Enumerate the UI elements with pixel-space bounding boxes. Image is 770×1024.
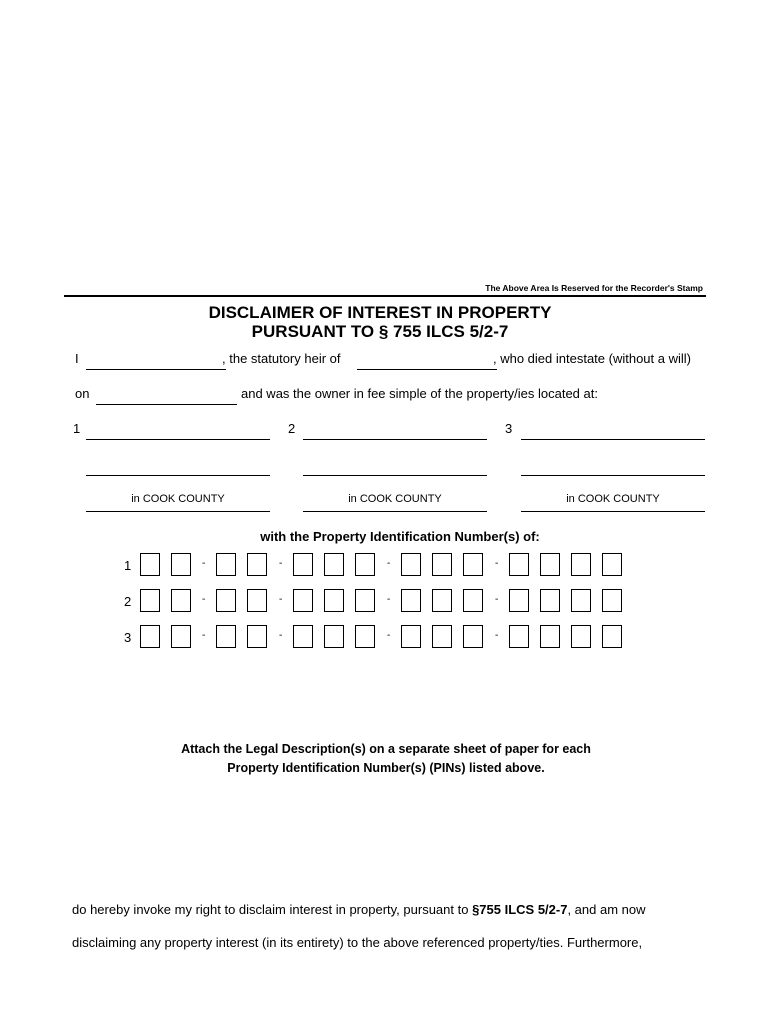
attach-instruction-line-1: Attach the Legal Description(s) on a separate sheet of paper for each (181, 742, 591, 756)
pin-digit-box[interactable] (602, 589, 622, 612)
pin-digit-box[interactable] (571, 553, 591, 576)
pin-digit-box[interactable] (432, 589, 452, 612)
property-2-county-line (303, 511, 487, 512)
pin-digit-box[interactable] (432, 625, 452, 648)
pin-digit-box[interactable] (293, 589, 313, 612)
owner-text: and was the owner in fee simple of the property/ies located at: (241, 386, 598, 401)
pin-digit-box[interactable] (540, 589, 560, 612)
pin-digit-box[interactable] (432, 553, 452, 576)
pin-digit-box[interactable] (171, 625, 191, 648)
statute-reference: §755 ILCS 5/2-7 (472, 902, 568, 917)
declarant-name-field[interactable] (86, 369, 226, 370)
document-title: DISCLAIMER OF INTEREST IN PROPERTY (208, 303, 552, 322)
pin-digit-box[interactable] (401, 553, 421, 576)
body-text-before-statute: do hereby invoke my right to disclaim interest in property, pursuant to (72, 902, 473, 917)
pin-digit-box[interactable] (463, 553, 483, 576)
pin-digit-box[interactable] (247, 553, 267, 576)
pin-digit-box[interactable] (463, 625, 483, 648)
pin-separator: - (202, 594, 206, 605)
pin-digit-box[interactable] (293, 625, 313, 648)
pin-separator: - (495, 594, 499, 605)
pin-digit-box[interactable] (355, 625, 375, 648)
property-2-address-line-1[interactable] (303, 439, 487, 440)
pin-digit-box[interactable] (324, 625, 344, 648)
property-number-2: 2 (288, 421, 296, 436)
pin-digit-box[interactable] (140, 625, 160, 648)
pin-separator: - (279, 630, 283, 641)
property-3-address-line-1[interactable] (521, 439, 705, 440)
pin-separator: - (202, 558, 206, 569)
heir-text: , the statutory heir of (222, 351, 341, 366)
pin-separator: - (387, 630, 391, 641)
pin-digit-box[interactable] (602, 553, 622, 576)
pin-row-number: 1 (124, 558, 132, 573)
pin-digit-box[interactable] (509, 553, 529, 576)
pin-digit-box[interactable] (355, 553, 375, 576)
pin-digit-box[interactable] (571, 625, 591, 648)
pin-separator: - (202, 630, 206, 641)
property-2-address-line-2[interactable] (303, 475, 487, 476)
pin-digit-box[interactable] (540, 553, 560, 576)
date-of-death-field[interactable] (96, 404, 237, 405)
pin-row-number: 2 (124, 594, 132, 609)
property-3-county-line (521, 511, 705, 512)
pin-digit-box[interactable] (140, 589, 160, 612)
pin-digit-box[interactable] (140, 553, 160, 576)
pin-digit-box[interactable] (324, 589, 344, 612)
pin-digit-box[interactable] (509, 625, 529, 648)
pin-digit-box[interactable] (540, 625, 560, 648)
property-1-county-line (86, 511, 270, 512)
pin-digit-box[interactable] (463, 589, 483, 612)
property-3-county: in COOK COUNTY (566, 493, 660, 505)
property-1-county: in COOK COUNTY (131, 493, 225, 505)
pin-digit-box[interactable] (571, 589, 591, 612)
pin-digit-box[interactable] (324, 553, 344, 576)
pin-separator: - (279, 594, 283, 605)
pin-digit-box[interactable] (216, 553, 236, 576)
body-text-after-statute: , and am now (567, 902, 646, 917)
property-3-address-line-2[interactable] (521, 475, 705, 476)
decedent-name-field[interactable] (357, 369, 497, 370)
body-paragraph-line-1 (72, 902, 646, 917)
pin-separator: - (279, 558, 283, 569)
pin-digit-box[interactable] (171, 553, 191, 576)
pin-row-number: 3 (124, 630, 132, 645)
header-divider (64, 295, 706, 297)
pin-digit-box[interactable] (247, 625, 267, 648)
died-intestate-text: , who died intestate (without a will) (493, 351, 691, 366)
pin-digit-box[interactable] (216, 589, 236, 612)
on-label: on (75, 386, 90, 401)
pin-separator: - (495, 558, 499, 569)
pin-digit-box[interactable] (355, 589, 375, 612)
pin-heading: with the Property Identification Number(s) of: (260, 529, 540, 544)
pin-digit-box[interactable] (602, 625, 622, 648)
pin-separator: - (495, 630, 499, 641)
pin-digit-box[interactable] (293, 553, 313, 576)
pin-digit-box[interactable] (401, 589, 421, 612)
pin-digit-box[interactable] (171, 589, 191, 612)
pin-digit-box[interactable] (509, 589, 529, 612)
pin-digit-box[interactable] (216, 625, 236, 648)
document-subtitle: PURSUANT TO § 755 ILCS 5/2-7 (251, 322, 509, 341)
i-label: I (75, 351, 79, 366)
property-2-county: in COOK COUNTY (348, 493, 442, 505)
property-1-address-line-2[interactable] (86, 475, 270, 476)
property-1-address-line-1[interactable] (86, 439, 270, 440)
pin-digit-box[interactable] (401, 625, 421, 648)
body-paragraph-line-2: disclaiming any property interest (in its entirety) to the above referenced property/ties. Furthermore, (72, 935, 643, 950)
property-number-3: 3 (505, 421, 513, 436)
attach-instruction-line-2: Property Identification Number(s) (PINs) listed above. (227, 761, 545, 775)
recorder-stamp-note: The Above Area Is Reserved for the Recorder's Stamp (485, 283, 703, 293)
property-number-1: 1 (73, 421, 81, 436)
pin-separator: - (387, 594, 391, 605)
pin-separator: - (387, 558, 391, 569)
pin-digit-box[interactable] (247, 589, 267, 612)
